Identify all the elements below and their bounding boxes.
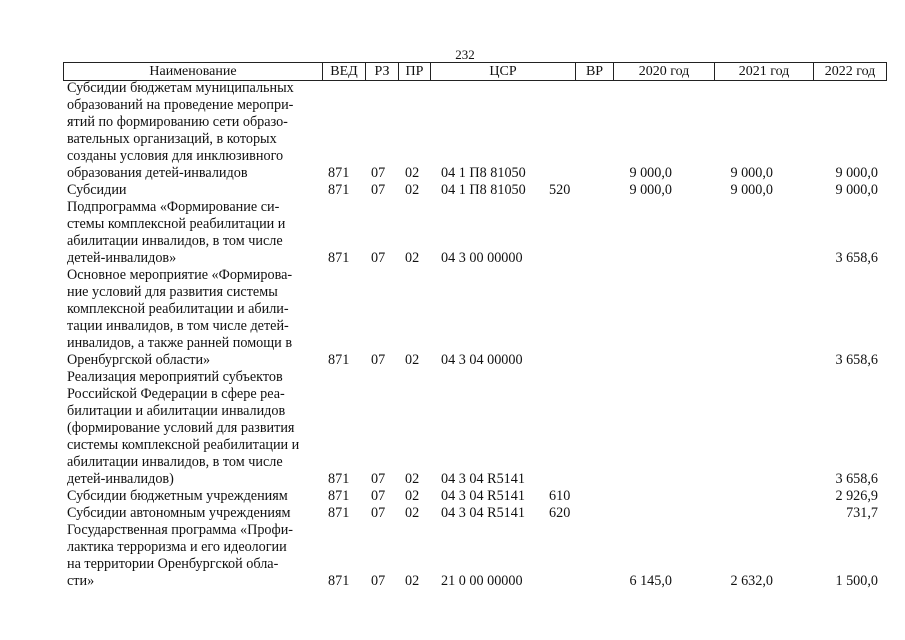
row-name: [67, 488, 322, 505]
vr-cell: 520: [549, 182, 571, 198]
ved-cell: 871: [328, 250, 350, 266]
table-row: [0, 80, 905, 182]
rz-cell: 07: [371, 165, 386, 181]
table-row: [0, 182, 905, 199]
ved-cell: 871: [328, 352, 350, 368]
ved-cell: 871: [328, 505, 350, 521]
row-name: [67, 505, 322, 522]
row-name-line: ятий по формированию сети образо-: [67, 114, 288, 130]
ved-cell: 871: [328, 488, 350, 504]
rz-cell: 07: [371, 505, 386, 521]
column-header-pr: ПР: [399, 63, 431, 80]
ved-cell: 871: [328, 573, 350, 589]
amount-2022-cell: 3 658,6: [835, 250, 878, 266]
csr-cell: 04 3 04 R5141: [441, 471, 525, 487]
row-name: [67, 522, 322, 590]
rz-cell: 07: [371, 250, 386, 266]
row-name: [67, 267, 322, 369]
csr-cell: 04 3 04 R5141: [441, 488, 525, 504]
amount-2022-cell: 731,7: [846, 505, 878, 521]
row-name-line: Российской Федерации в сфере реа-: [67, 386, 285, 402]
csr-cell: 04 1 П8 81050: [441, 182, 526, 198]
ved-cell: 871: [328, 471, 350, 487]
pr-cell: 02: [405, 352, 420, 368]
pr-cell: 02: [405, 165, 420, 181]
page-number: 232: [455, 47, 475, 62]
row-name-line: билитации и абилитации инвалидов: [67, 403, 286, 419]
vr-cell: 620: [549, 505, 571, 521]
row-name-line: Оренбургской области»: [67, 352, 211, 368]
column-header-csr: ЦСР: [431, 63, 576, 80]
row-name-line: Основное мероприятие «Формирова-: [67, 267, 293, 283]
column-header-2022: 2022 год: [824, 64, 876, 79]
row-name-line: Субсидии автономным учреждениям: [67, 505, 291, 521]
row-name-line: абилитации инвалидов, в том числе: [67, 454, 283, 470]
amount-2022-cell: 3 658,6: [835, 352, 878, 368]
csr-cell: 04 3 04 R5141: [441, 505, 525, 521]
amount-2021-cell: 9 000,0: [730, 165, 773, 181]
amount-2020-cell: 9 000,0: [629, 165, 672, 181]
ved-cell: 871: [328, 182, 350, 198]
csr-cell: 04 3 00 00000: [441, 250, 523, 266]
pr-cell: 02: [405, 488, 420, 504]
rz-cell: 07: [371, 573, 386, 589]
rz-cell: 07: [371, 471, 386, 487]
vr-cell: 610: [549, 488, 571, 504]
row-name: [67, 80, 322, 182]
rz-cell: 07: [371, 352, 386, 368]
row-name-line: комплексной реабилитации и абили-: [67, 301, 289, 317]
row-name-line: Государственная программа «Профи-: [67, 522, 294, 538]
column-header-name: Наименование: [64, 63, 323, 80]
row-name-line: (формирование условий для развития: [67, 420, 295, 436]
row-name-line: ние условий для развития системы: [67, 284, 278, 300]
ved-cell: 871: [328, 165, 350, 181]
table-row: [0, 505, 905, 522]
row-name-line: системы комплексной реабилитации и: [67, 437, 300, 453]
table-row: [0, 267, 905, 369]
row-name-line: инвалидов, а также ранней помощи в: [67, 335, 293, 351]
amount-2022-cell: 2 926,9: [835, 488, 878, 504]
amount-2020-cell: 9 000,0: [629, 182, 672, 198]
row-name: [67, 199, 322, 267]
column-header-2021: 2021 год: [715, 63, 814, 80]
row-name-line: абилитации инвалидов, в том числе: [67, 233, 283, 249]
row-name: [67, 182, 322, 199]
row-name-line: Субсидии: [67, 182, 127, 198]
pr-cell: 02: [405, 505, 420, 521]
row-name-line: Подпрограмма «Формирование си-: [67, 199, 280, 215]
table-row: [0, 522, 905, 590]
amount-2022-cell: 3 658,6: [835, 471, 878, 487]
row-name-line: Субсидии бюджетам муниципальных: [67, 80, 294, 96]
row-name-line: детей-инвалидов»: [67, 250, 177, 266]
amount-2022-cell: 9 000,0: [835, 182, 878, 198]
row-name-line: Реализация мероприятий субъектов: [67, 369, 283, 385]
csr-cell: 04 3 04 00000: [441, 352, 523, 368]
row-name-line: образования детей-инвалидов: [67, 165, 248, 181]
table-row: [0, 488, 905, 505]
row-name-line: Субсидии бюджетным учреждениям: [67, 488, 288, 504]
pr-cell: 02: [405, 471, 420, 487]
rz-cell: 07: [371, 182, 386, 198]
amount-2022-cell: 1 500,0: [835, 573, 878, 589]
row-name: [67, 369, 322, 488]
rz-cell: 07: [371, 488, 386, 504]
row-name-line: тации инвалидов, в том числе детей-: [67, 318, 289, 334]
pr-cell: 02: [405, 182, 420, 198]
row-name-line: стемы комплексной реабилитации и: [67, 216, 286, 232]
amount-2021-cell: 9 000,0: [730, 182, 773, 198]
table-header: [63, 62, 887, 81]
pr-cell: 02: [405, 250, 420, 266]
amount-2021-cell: 2 632,0: [730, 573, 773, 589]
row-name-line: вательных организаций, в которых: [67, 131, 277, 147]
column-header-rz: РЗ: [366, 63, 399, 80]
amount-2020-cell: 6 145,0: [629, 573, 672, 589]
column-header-ved: ВЕД: [323, 63, 366, 80]
row-name-line: образований на проведение меропри-: [67, 97, 294, 113]
csr-cell: 21 0 00 00000: [441, 573, 523, 589]
row-name-line: на территории Оренбургской обла-: [67, 556, 279, 572]
column-header-vr: ВР: [576, 63, 614, 80]
column-header-2020: 2020 год: [614, 63, 715, 80]
row-name-line: сти»: [67, 573, 95, 589]
pr-cell: 02: [405, 573, 420, 589]
row-name-line: лактика терроризма и его идеологии: [67, 539, 287, 555]
row-name-line: детей-инвалидов): [67, 471, 174, 487]
table-row: [0, 369, 905, 488]
csr-cell: 04 1 П8 81050: [441, 165, 526, 181]
amount-2022-cell: 9 000,0: [835, 165, 878, 181]
row-name-line: созданы условия для инклюзивного: [67, 148, 284, 164]
table-row: [0, 199, 905, 267]
